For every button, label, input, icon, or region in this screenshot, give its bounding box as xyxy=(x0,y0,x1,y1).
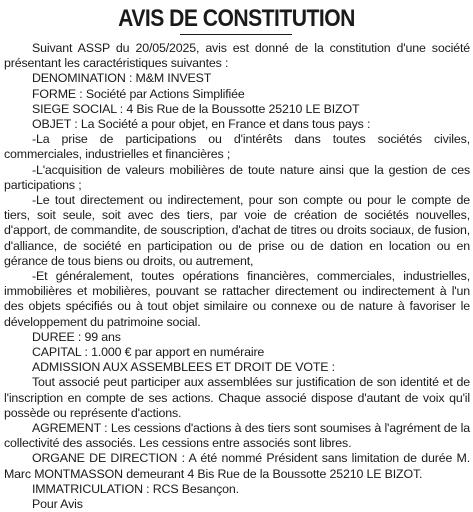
paragraph-pour-avis: Pour Avis xyxy=(32,497,83,512)
paragraph-admission: Tout associé peut participer aux assemblées sur justification de son identité et de l'inscription en compte de ses actions. Chaque associé dispose d'autant de voix qu'il possède ou représente d'actions. xyxy=(4,375,470,420)
paragraph-forme: FORME : Société par Actions Simplifiée xyxy=(32,86,245,101)
paragraph-objet: OBJET : La Société a pour objet, en France et dans tous pays : xyxy=(32,117,371,132)
paragraph-denomination: DENOMINATION : M&M INVEST xyxy=(32,71,212,86)
notice-title: AVIS DE CONSTITUTION xyxy=(118,5,355,32)
paragraph-admission-heading: ADMISSION AUX ASSEMBLEES ET DROIT DE VOTE : xyxy=(32,360,335,375)
paragraph-objet-valeurs: -L'acquisition de valeurs mobilières de toute nature ainsi que la gestion de ces participations ; xyxy=(4,162,470,192)
notice-body xyxy=(4,41,470,512)
paragraph-organe-direction: ORGANE DE DIRECTION : A été nommé Président sans limitation de durée M. Marc MONTMASSON demeurant 4 Bis Rue de la Boussotte 25210 LE BIZOT. xyxy=(4,451,470,481)
paragraph-objet-operations: -Et généralement, toutes opérations financières, commerciales, industrielles, immobilières et mobilières, pouvant se rattacher directement ou indirectement à l'un des objets spécifiés ou à tout objet similaire ou connexe ou de nature à favoriser le développement du patrimoine social. xyxy=(4,269,470,329)
paragraph-capital: CAPITAL : 1.000 € par apport en numéraire xyxy=(32,345,265,360)
paragraph-objet-compte: -Le tout directement ou indirectement, pour son compte ou pour le compte de tiers, soit seule, soit avec des tiers, par voie de création de sociétés nouvelles, d'apport, de commandite, de souscription, d'achat de titres ou droits sociaux, de fusion, d'alliance, de société en participation ou de prise ou de dation en location ou en gérance de tous biens ou droits, ou autrement, xyxy=(4,193,470,268)
paragraph-duree: DUREE : 99 ans xyxy=(32,329,121,344)
paragraph-objet-participations: -La prise de participations ou d'intérêts dans toutes sociétés civiles, commerciales, industrielles et financières ; xyxy=(4,132,470,162)
paragraph-siege-social: SIEGE SOCIAL : 4 Bis Rue de la Boussotte 25210 LE BIZOT xyxy=(32,101,360,116)
paragraph-intro: Suivant ASSP du 20/05/2025, avis est donné de la constitution d'une société présentant les caractéristiques suivantes : xyxy=(4,41,470,71)
paragraph-immatriculation: IMMATRICULATION : RCS Besançon. xyxy=(32,481,239,496)
paragraph-agrement: AGREMENT : Les cessions d'actions à des tiers sont soumises à l'agrément de la collectivité des associés. Les cessions entre associés sont libres. xyxy=(4,421,470,451)
title-underline xyxy=(180,34,292,35)
